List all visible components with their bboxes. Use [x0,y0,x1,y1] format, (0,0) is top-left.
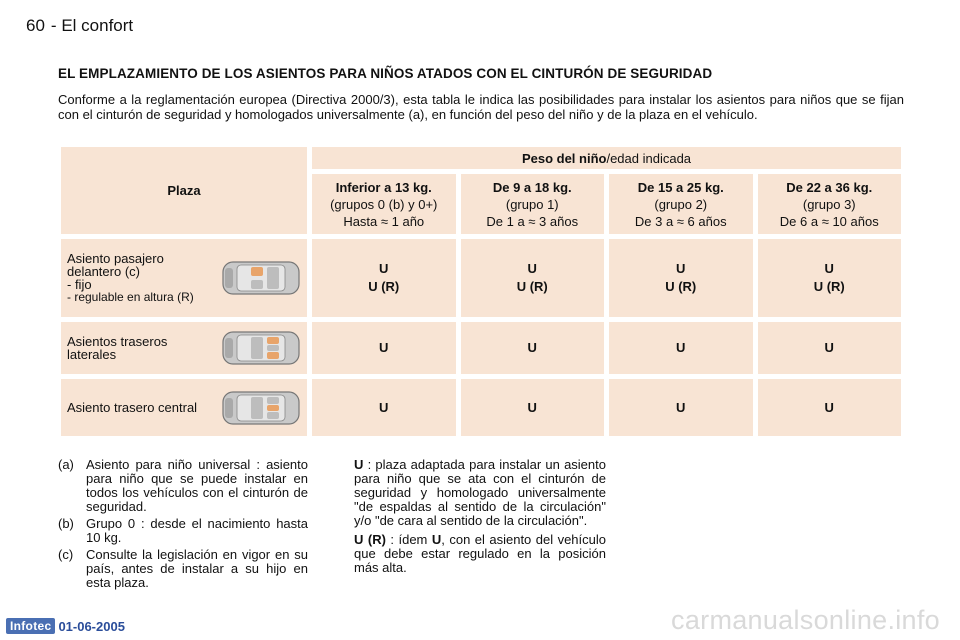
table-cell: U [758,322,902,374]
page-number: 60 [26,16,45,35]
row-label-line: delantero (c) [67,264,140,279]
table-cell: U [312,322,456,374]
group-name: (grupo 1) [505,196,559,212]
row-label-rear-sides [61,322,307,374]
section-name: El confort [61,16,134,35]
group-age: De 3 a ≈ 6 años [634,213,727,229]
group-age: De 6 a ≈ 10 años [779,213,879,229]
legend-term-ref: U [431,532,442,547]
section-title: EL EMPLAZAMIENTO DE LOS ASIENTOS PARA NIÑOS ATADOS CON EL CINTURÓN DE SEGURIDAD [58,66,713,81]
header-separator: - [50,16,57,35]
legend-u [354,458,606,528]
footnote-tag: (b) [58,516,74,531]
row-label-line: laterales [67,347,117,362]
footnote-text: Grupo 0 : desde el nacimiento hasta 10 kg. [86,516,308,545]
row-label-line: - fijo [67,277,92,292]
group-header [312,174,456,234]
footnote-text: Asiento para niño universal : asiento para niño que se puede instalar en todos los vehículos con el cinturón de seguridad. [86,457,308,514]
legend-text: , con el asiento del vehículo que debe estar regulado en la posición más alta. [354,532,607,575]
group-name: (grupos 0 (b) y 0+) [330,196,438,212]
table-cell [758,239,902,317]
footnote-b [58,517,308,545]
car-front-seat-icon [221,258,301,298]
group-name: (grupo 2) [654,196,708,212]
row-label-front-passenger [61,239,307,317]
cell-line: U (R) [813,279,845,294]
table-row [61,379,901,436]
footnote-tag: (a) [58,457,74,472]
cell-line: U (R) [516,279,548,294]
peso-header [312,147,901,169]
legend-ur [354,533,606,575]
table-cell [461,239,605,317]
footnotes-left [58,458,308,593]
cell-line: U (R) [665,279,697,294]
table-row [61,239,901,317]
table-cell: U [609,379,753,436]
footer-date: 01-06-2005 [58,618,125,634]
plaza-header: Plaza [61,147,307,234]
table-row [61,322,901,374]
group-age: De 1 a ≈ 3 años [486,213,579,229]
intro-paragraph: Conforme a la reglamentación europea (Directiva 2000/3), esta tabla le indica las posibilidades para instalar los asientos para niños que se fijan con el cinturón de seguridad y homologados universalmente (a), en función del peso del niño y de la plaza en el vehículo. [58,92,904,122]
table-cell: U [758,379,902,436]
group-age: Hasta ≈ 1 año [343,213,425,229]
cell-line: U [676,261,686,276]
legend-notes [354,458,606,580]
footnote-c [58,548,308,590]
group-weight: De 9 a 18 kg. [492,179,572,195]
group-name: (grupo 3) [802,196,856,212]
child-seat-table [56,142,906,441]
group-weight: Inferior a 13 kg. [335,179,432,195]
cell-line: U [527,261,537,276]
car-rear-side-seats-icon [221,328,301,368]
group-header [609,174,753,234]
legend-term: U (R) [354,532,386,547]
table-cell [609,239,753,317]
group-weight: De 22 a 36 kg. [786,179,873,195]
group-header [461,174,605,234]
legend-text-before: : ídem [385,532,432,547]
legend-text: : plaza adaptada para instalar un asiento para niño que se ata con el cinturón de seguridad y homologado universalmente "de espaldas al sentido de la circulación" y/o "de cara al sentido de la circulación". [354,457,606,528]
infotec-logo: Infotec [6,618,55,634]
table-cell: U [312,379,456,436]
row-label-rear-center [61,379,307,436]
cell-line: U [824,261,834,276]
row-label-line: Asientos traseros [67,334,168,349]
footer [6,617,125,635]
table-cell: U [609,322,753,374]
footnote-a [58,458,308,514]
row-label-line: Asiento pasajero [67,251,164,266]
peso-header-rest: /edad indicada [606,150,692,166]
row-label-line: Asiento trasero central [67,400,198,415]
cell-line: U [379,261,389,276]
table-cell [312,239,456,317]
watermark: carmanualsonline.info [671,605,940,635]
group-header [758,174,902,234]
footnote-tag: (c) [58,547,74,562]
legend-term: U [354,457,364,472]
page-header [26,16,133,36]
footnote-text: Consulte la legislación en vigor en su país, antes de instalar a su hijo en esta plaza. [86,547,308,590]
car-rear-center-seat-icon [221,388,301,428]
group-weight: De 15 a 25 kg. [637,179,724,195]
row-label-line: - regulable en altura (R) [67,290,194,304]
table-cell: U [461,322,605,374]
table-cell: U [461,379,605,436]
cell-line: U (R) [368,279,400,294]
peso-header-bold: Peso del niño [521,150,607,166]
